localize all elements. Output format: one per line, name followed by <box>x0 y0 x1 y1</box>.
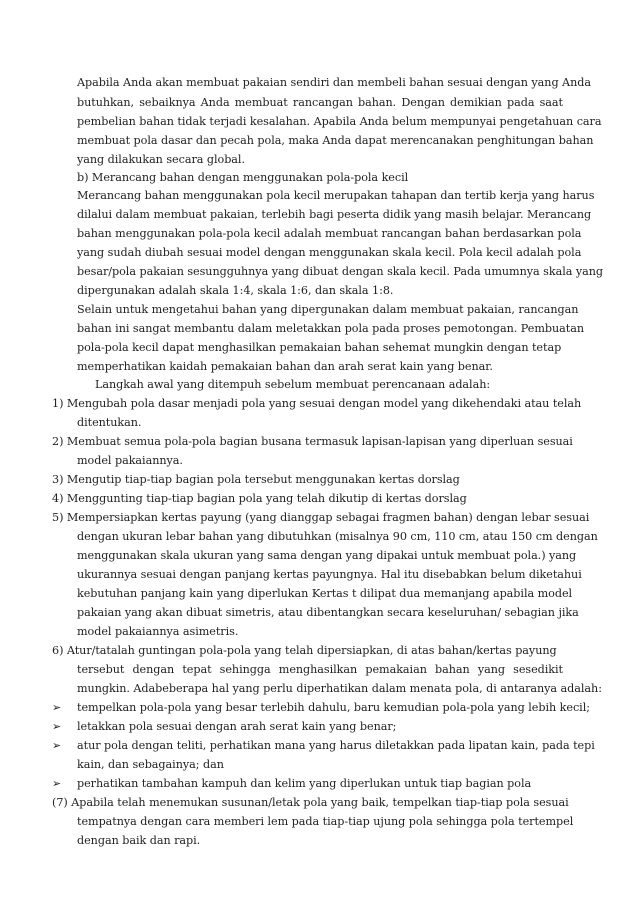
paragraph-line: besar/pola pakaian sesungguhnya yang dibuat dengan skala kecil. Pada umumnya skala yang <box>77 265 604 278</box>
paragraph-line: butuhkan, sebaiknya Anda membuat rancangan bahan. Dengan demikian pada saat <box>77 96 563 109</box>
paragraph-line: Merancang bahan menggunakan pola kecil merupakan tahapan dan tertib kerja yang harus <box>77 189 595 202</box>
numbered-step-line: 5) Mempersiapkan kertas payung (yang dianggap sebagai fragmen bahan) dengan lebar sesuai <box>52 511 590 524</box>
bullet-arrow-icon: ➢ <box>52 739 62 752</box>
paragraph-line: Langkah awal yang ditempuh sebelum membuat perencanaan adalah: <box>95 378 491 391</box>
paragraph-line: kebutuhan panjang kain yang diperlukan Kertas t dilipat dua memanjang apabila model <box>77 587 573 600</box>
bullet-item-text: letakkan pola sesuai dengan arah serat kain yang benar; <box>77 720 397 733</box>
paragraph-line: ditentukan. <box>77 416 142 429</box>
paragraph-line: pembelian bahan tidak terjadi kesalahan. Apabila Anda belum mempunyai pengetahuan cara <box>77 115 602 128</box>
paragraph-line: membuat pola dasar dan pecah pola, maka Anda dapat merencanakan penghitungan bahan <box>77 134 594 147</box>
paragraph-line: dengan baik dan rapi. <box>77 834 201 847</box>
paragraph-line: bahan ini sangat membantu dalam meletakkan pola pada proses pemotongan. Pembuatan <box>77 322 584 335</box>
paragraph-line: Apabila Anda akan membuat pakaian sendiri dan membeli bahan sesuai dengan yang Anda <box>77 76 591 89</box>
bullet-item-text: atur pola dengan teliti, perhatikan mana yang harus diletakkan pada lipatan kain, pada tepi <box>77 739 595 752</box>
paragraph-line: memperhatikan kaidah pemakaian bahan dan arah serat kain yang benar. <box>77 360 493 373</box>
numbered-step-line: 6) Atur/tatalah guntingan pola-pola yang telah dipersiapkan, di atas bahan/kertas payung <box>52 644 557 657</box>
numbered-step-line: 1) Mengubah pola dasar menjadi pola yang sesuai dengan model yang dikehendaki atau telah <box>52 397 582 410</box>
paragraph-line: pakaian yang akan dibuat simetris, atau dibentangkan secara keseluruhan/ sebagian jika <box>77 606 579 619</box>
bullet-arrow-icon: ➢ <box>52 777 62 790</box>
paragraph-line: ukurannya sesuai dengan panjang kertas payungnya. Hal itu disebabkan belum diketahui <box>77 568 582 581</box>
numbered-step-line: 2) Membuat semua pola-pola bagian busana termasuk lapisan-lapisan yang diperluan sesuai <box>52 435 573 448</box>
paragraph-line: mungkin. Adabeberapa hal yang perlu diperhatikan dalam menata pola, di antaranya adalah: <box>77 682 602 695</box>
bullet-arrow-icon: ➢ <box>52 720 62 733</box>
paragraph-line: dengan ukuran lebar bahan yang dibutuhkan (misalnya 90 cm, 110 cm, atau 150 cm dengan <box>77 530 598 543</box>
paragraph-line: model pakaiannya asimetris. <box>77 625 239 638</box>
paragraph-line: menggunakan skala ukuran yang sama dengan yang dipakai untuk membuat pola.) yang <box>77 549 577 562</box>
paragraph-line: yang dilakukan secara global. <box>77 153 245 166</box>
paragraph-line: model pakaiannya. <box>77 454 183 467</box>
bullet-item-text: tempelkan pola-pola yang besar terlebih dahulu, baru kemudian pola-pola yang lebih kecil; <box>77 701 590 714</box>
paragraph-line: pola-pola kecil dapat menghasilkan pemakaian bahan sehemat mungkin dengan tetap <box>77 341 562 354</box>
paragraph-line: dipergunakan adalah skala 1:4, skala 1:6, dan skala 1:8. <box>77 284 394 297</box>
paragraph-line: tempatnya dengan cara memberi lem pada tiap-tiap ujung pola sehingga pola tertempel <box>77 815 574 828</box>
numbered-step-line: 3) Mengutip tiap-tiap bagian pola tersebut menggunakan kertas dorslag <box>52 473 460 486</box>
paragraph-line: b) Merancang bahan dengan menggunakan pola-pola kecil <box>77 171 409 184</box>
paragraph-line: bahan menggunakan pola-pola kecil adalah membuat rancangan bahan berdasarkan pola <box>77 227 582 240</box>
numbered-step-line: 4) Menggunting tiap-tiap bagian pola yang telah dikutip di kertas dorslag <box>52 492 467 505</box>
paragraph-line: tersebut dengan tepat sehingga menghasilkan pemakaian bahan yang sesedikit <box>77 663 563 676</box>
paragraph-line: kain, dan sebagainya; dan <box>77 758 224 771</box>
paragraph-line: Selain untuk mengetahui bahan yang dipergunakan dalam membuat pakaian, rancangan <box>77 303 579 316</box>
bullet-item-text: perhatikan tambahan kampuh dan kelim yang diperlukan untuk tiap bagian pola <box>77 777 532 790</box>
numbered-step-line: (7) Apabila telah menemukan susunan/letak pola yang baik, tempelkan tiap-tiap pola sesuai <box>52 796 569 809</box>
paragraph-line: yang sudah diubah sesuai model dengan menggunakan skala kecil. Pola kecil adalah pola <box>77 246 582 259</box>
bullet-arrow-icon: ➢ <box>52 701 62 714</box>
paragraph-line: dilalui dalam membuat pakaian, terlebih bagi peserta didik yang masih belajar. Merancang <box>77 208 592 221</box>
